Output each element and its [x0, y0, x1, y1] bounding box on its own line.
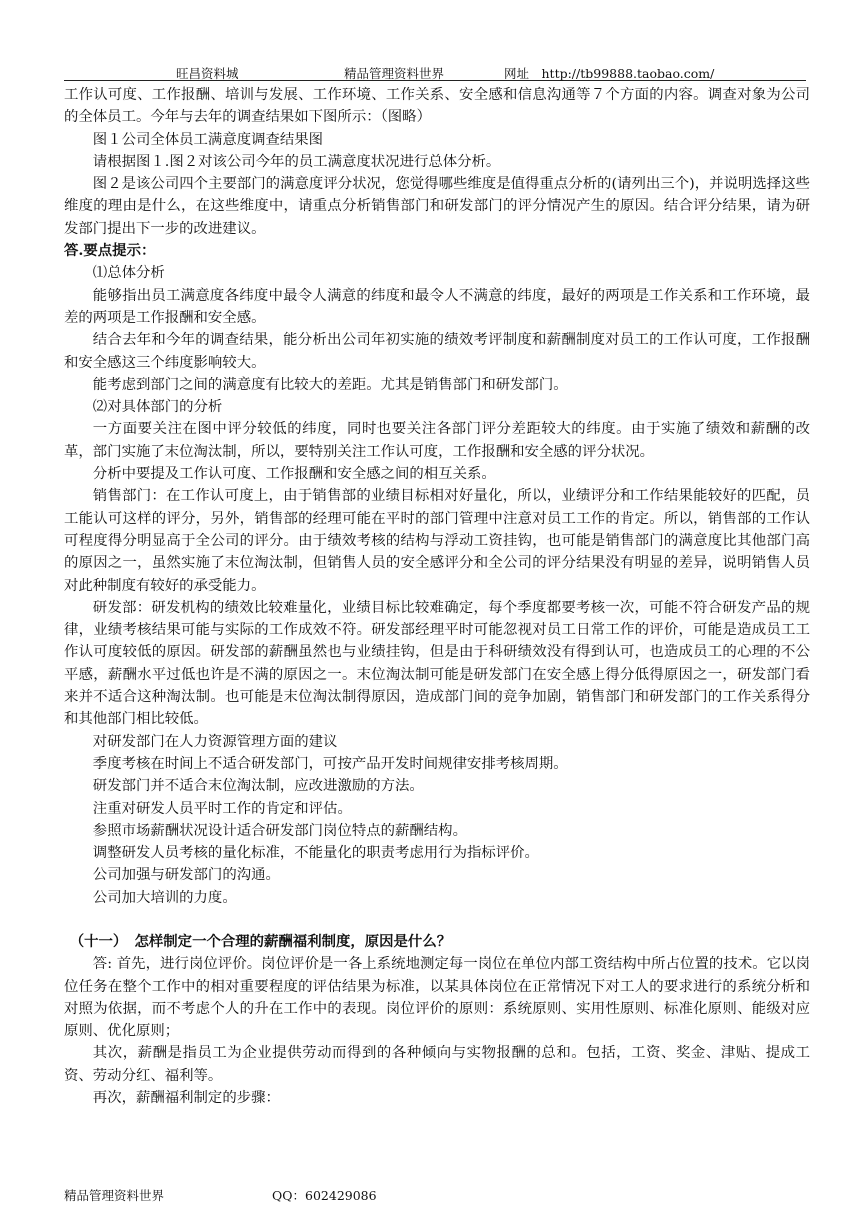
list-item: 公司加强与研发部门的沟通。 [92, 867, 280, 884]
page-footer [64, 1186, 377, 1204]
subheading: ⑴总体分析 [92, 265, 165, 282]
paragraph: 研发部：研发机构的绩效比较难量化，业绩目标比较难确定，每个季度都要考核一次，可能不符合研发产品的规律，业绩考核结果可能与实际的工作成效不符。研发部经理平时可能忽视对员工日常工作的评价，可能是造成员工工作认可度较低的原因。研发部的薪酬虽然也与业绩挂钩，但是由于科研绩效没有得到认可，也造成员工的心理的不公平感，薪酬水平过低也许是不满的原因之一。末位淘汰制可能是研发部门在安全感上得分低得原因之一，研发部门看来并不适合这种淘汰制。也可能是末位淘汰制得原因，造成部门间的竞争加剧，销售部门和研发部门的工作关系得分和其他部门相比较低。 [64, 599, 810, 728]
page-header [64, 60, 806, 81]
paragraph: 对研发部门在人力资源管理方面的建议 [92, 733, 338, 750]
paragraph: 再次，薪酬福利制定的步骤： [92, 1090, 280, 1107]
figure-caption: 图１公司全体员工满意度调查结果图 [92, 131, 324, 148]
paragraph: 结合去年和今年的调查结果，能分析出公司年初实施的绩效考评制度和薪酬制度对员工的工作认可度，工作报酬和安全感这三个纬度影响较大。 [64, 332, 810, 371]
footer-brand: 精品管理资料世界 [64, 1188, 165, 1203]
list-item: 季度考核在时间上不适合研发部门，可按产品开发时间规律安排考核周期。 [92, 755, 568, 772]
paragraph: 能够指出员工满意度各纬度中最令人满意的纬度和最令人不满意的纬度，最好的两项是工作关系和工作环境，最差的两项是工作报酬和安全感。 [64, 287, 810, 326]
answer-heading: 答.要点提示： [64, 242, 156, 260]
paragraph: 图２是该公司四个主要部门的满意度评分状况，您觉得哪些维度是值得重点分析的(请列出三个)，并说明选择这些维度的理由是什么，在这些维度中，请重点分析销售部门和研发部门的评分情况产生的原因。结合评分结果，请为研发部门提出下一步的改进建议。 [64, 176, 810, 237]
list-item: 参照市场薪酬状况设计适合研发部门岗位特点的薪酬结构。 [92, 822, 467, 839]
paragraph: 一方面要关注在图中评分较低的纬度，同时也要关注各部门评分差距较大的纬度。由于实施了绩效和薪酬的改革，部门实施了末位淘汰制，所以，要特别关注工作认可度，工作报酬和安全感的评分状况。 [64, 421, 810, 460]
header-site-name: 旺昌资料城 [176, 66, 239, 81]
paragraph: 请根据图１.图２对该公司今年的员工满意度状况进行总体分析。 [92, 153, 501, 170]
subheading: ⑵对具体部门的分析 [92, 399, 223, 416]
list-item: 研发部门并不适合末位淘汰制，应改进激励的方法。 [92, 778, 424, 795]
paragraph: 能考虑到部门之间的满意度有比较大的差距。尤其是销售部门和研发部门。 [92, 376, 568, 393]
paragraph: 答: 首先，进行岗位评价。岗位评价是一各上系统地测定每一岗位在单位内部工资结构中所占位置的技术。它以岗位任务在整个工作中的相对重要程度的评估结果为标准，以某具体岗位在正常情况下对工人的要求进行的系统分析和对照为依据，而不考虑个人的升在工作中的表现。岗位评价的原则：系统原则、实用性原则、标准化原则、能级对应原则、优化原则； [64, 956, 810, 1040]
list-item: 公司加大培训的力度。 [92, 889, 237, 906]
header-url: 网址 http://tb99888.taobao.com/ [504, 66, 715, 81]
document-body [64, 84, 810, 1109]
header-brand: 精品管理资料世界 [344, 66, 445, 81]
paragraph: 销售部门：在工作认可度上，由于销售部的业绩目标相对好量化，所以，业绩评分和工作结果能较好的匹配，员工能认可这样的评分，另外，销售部的经理可能在平时的部门管理中注意对员工工作的肯定。所以，销售部的工作认可程度得分明显高于全公司的评分。由于绩效考核的结构与浮动工资挂钩，也可能是销售部门的满意度比其他部门高的原因之一，虽然实施了末位淘汰制，但销售人员的安全感评分和全公司的评分结果没有明显的差异，说明销售人员对此种制度有较好的承受能力。 [64, 488, 810, 594]
list-item: 注重对研发人员平时工作的肯定和评估。 [92, 800, 352, 817]
list-item: 调整研发人员考核的量化标准，不能量化的职责考虑用行为指标评价。 [92, 845, 539, 862]
paragraph: 分析中要提及工作认可度、工作报酬和安全感之间的相互关系。 [92, 466, 496, 483]
paragraph: 工作认可度、工作报酬、培训与发展、工作环境、工作关系、安全感和信息沟通等７个方面的内容。调查对象为公司的全体员工。今年与去年的调查结果如下图所示：（图略） [64, 87, 810, 126]
paragraph: 其次，薪酬是指员工为企业提供劳动而得到的各种倾向与实物报酬的总和。包括，工资、奖金、津贴、提成工资、劳动分红、福利等。 [64, 1045, 810, 1084]
footer-qq: QQ：602429086 [272, 1188, 377, 1203]
section-title: （十一） 怎样制定一个合理的薪酬福利制度，原因是什么？ [69, 932, 452, 950]
